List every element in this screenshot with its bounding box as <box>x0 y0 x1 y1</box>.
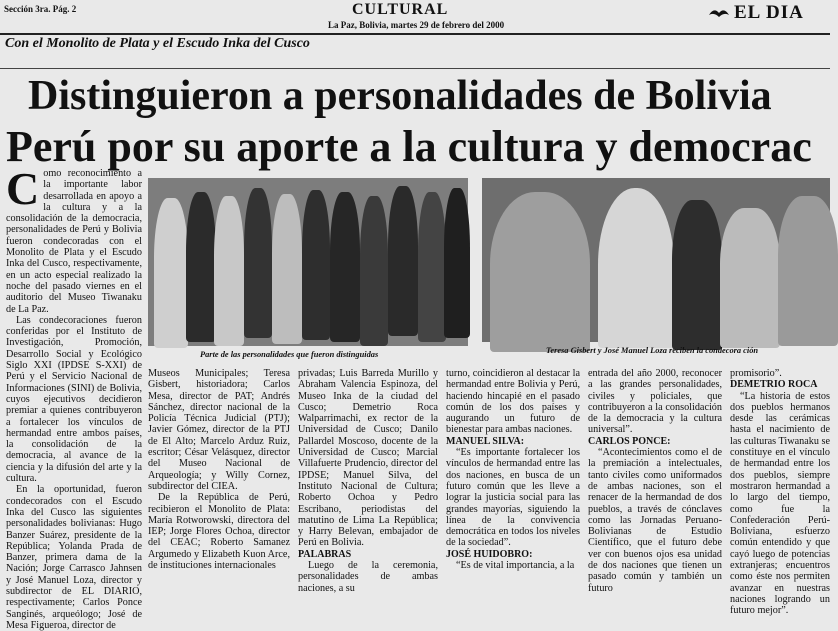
subheading-manuel-silva: MANUEL SILVA: <box>446 435 525 447</box>
page-header <box>0 0 830 30</box>
subheading-carlos-ponce: CARLOS PONCE: <box>588 435 671 447</box>
paragraph: entrada del año 2000, reconocer a las grandes personalidades, civiles y policiales, que contribuyeron a la consolidación de la democracia y la cultura universal”. <box>588 368 722 436</box>
header-rule <box>0 33 830 35</box>
paragraph: turno, coincidieron al destacar la hermandad entre Bolivia y Perú, haciendo hincapié en el pasado común de los dos países y augurando un futuro de bienestar para ambas naciones. <box>446 368 580 436</box>
drop-cap: C <box>6 163 40 214</box>
headline-line-1: Distinguieron a personalidades de Bolivia <box>28 73 772 119</box>
paragraph: omo reconocimiento a la importante labor desarrollada en apoyo a la cultura y a la consolidación de la democracia, personalidades de Perú y Bolivia fueron condecoradas con el Monolito de Plata y el Escudo Inka del Cusco, respectivamente, en un acto especial realizado la noche del pasado viernes en el auditorio del Museo Tiwanaku de La Paz. <box>6 168 142 315</box>
paragraph: Las condecoraciones fueron conferidas por el Instituto de Investigación, Promoción, Desarrollo Social y Ecológico Siglo XXI (IPDSE S-XXI) de Perú y el Servicio Nacional de Informaciones (SINI) de Bolivia, cuyos ejecutivos decidieron premiar a quienes contribuyeron a fortalecer los vínculos de hermandad entre ambos países, la consolidación de la democracia, al avance de la ciencia y la difusión del arte y la cultura. <box>6 314 142 485</box>
dateline: La Paz, Bolivia, martes 29 de febrero del 2000 <box>328 20 505 30</box>
paragraph: “Acontecimientos como el de la premiación a intelectuales, tanto civiles como uniformados de ambas naciones, son el renacer de la hermandad de dos pueblos, a través de cónclaves como las Jornadas Peruano-Bolivianas de Estudio Científico, que el futuro debe ver con buenos ojos esa unidad de dos naciones que tienen un pasado común y también un futuro <box>588 447 722 594</box>
paragraph: “Es de vital importancia, a la <box>456 560 575 572</box>
headline-line-2: Perú por su aporte a la cultura y democrac <box>6 122 812 171</box>
subheading-demetrio-roca: DEMETRIO ROCA <box>730 379 818 391</box>
subheading-palabras: PALABRAS <box>298 548 352 560</box>
article-column-3 <box>298 368 438 594</box>
paragraph: “Es importante fortalecer los vínculos de hermandad entre las dos naciones, en busca de un futuro común que les lleve a lograr la justicia social para las grandes mayorías, siguiendo la línea de la convivencia democrática en todos los niveles de la sociedad”. <box>446 447 580 549</box>
section-label: Sección 3ra. Pág. 2 <box>4 4 77 14</box>
article-column-4 <box>446 368 580 572</box>
condor-icon <box>708 6 730 20</box>
paragraph: Luego de la ceremonia, personalidades de ambas naciones, a su <box>298 560 438 594</box>
newspaper-logo <box>708 2 804 24</box>
article-column-5 <box>588 368 722 594</box>
article-column-2 <box>148 368 290 572</box>
paragraph: En la oportunidad, fueron condecorados con el Escudo Inka del Cusco las siguientes personalidades bolivianas: Hugo Banzer Suárez, presidente de la República; Yolanda Prada de Banzer, primera dama de la Nación; Jorge Carrasco Jahnsen y José Manuel Loza, director y subdirector de EL DIARIO, respectivamente; Carlos Ponce Sanginés, arqueólogo; José de Mesa Figueroa, director de <box>6 484 142 631</box>
photo-caption-2: Teresa Gisbert y José Manuel Loza reciben la condecora ción <box>546 346 759 355</box>
group-photo <box>148 178 468 346</box>
kicker-rule <box>0 68 830 69</box>
paragraph: De la República de Perú, recibieron el Monolito de Plata: María Rotworowski, directora del IEP; Jorge Flores Ochoa, director del CEAC; Roberto Samanez Argumedo y Elizabeth Kuon Arce, de instituciones internacionales <box>148 492 290 572</box>
paragraph: Museos Municipales; Teresa Gisbert, historiadora; Carlos Mesa, director de PAT; Andrés Sánchez, director nacional de la Policía Técnica Judicial (PTJ); Javier Gómez, director de la PTJ de El Alto; Marcelo Arduz Ruiz, escritor; César Velásquez, director del Museo Nacional de Arqueología; y Willy Cornez, subdirector del CIEA. <box>148 368 290 492</box>
subheading-jose-huidobro: JOSÉ HUIDOBRO: <box>446 548 533 560</box>
article-column-1 <box>6 163 142 631</box>
newspaper-name: EL DIA <box>734 2 804 23</box>
paragraph: promisorio”. <box>730 368 782 379</box>
paragraph: privadas; Luis Barreda Murillo y Abraham Valencia Espinoza, del Museo Inka de la ciudad del Cusco; Demetrio Roca Walparrimachi, ex rector de la Universidad de Cusco; Danilo Pallardel Moscoso, docente de la Universidad de Cusco; Marcial Villafuerte Prudencio, director del IPDSE; Manuel Silva, del Instituto Nacional de Cultura; Roberto Ochoa y Pedro Escribano, periodistas del matutino de Lima La República; y Harry Belevan, embajador de Perú en Bolivia. <box>298 368 438 549</box>
award-photo <box>482 178 830 342</box>
paragraph: “La historia de estos dos pueblos hermanos desde las cerámicas hasta el nacimiento de las culturas Tiwanaku se constituye en el vínculo de hermandad entre los dos pueblos, siempre mostraron hermandad a lo largo del tiempo, como fue la Confederación Perú-Boliviana, esfuerzo común entendido y que cayó luego de potencias extranjeras; encuentros como éste nos permiten avanzar en nuestras naciones logrando un futuro mejor”. <box>730 390 830 617</box>
kicker: Con el Monolito de Plata y el Escudo Inka del Cusco <box>5 36 310 51</box>
section-masthead: CULTURAL <box>352 1 449 18</box>
article-column-6 <box>730 368 830 617</box>
photo-caption-1: Parte de las personalidades que fueron distinguidas <box>200 350 379 359</box>
